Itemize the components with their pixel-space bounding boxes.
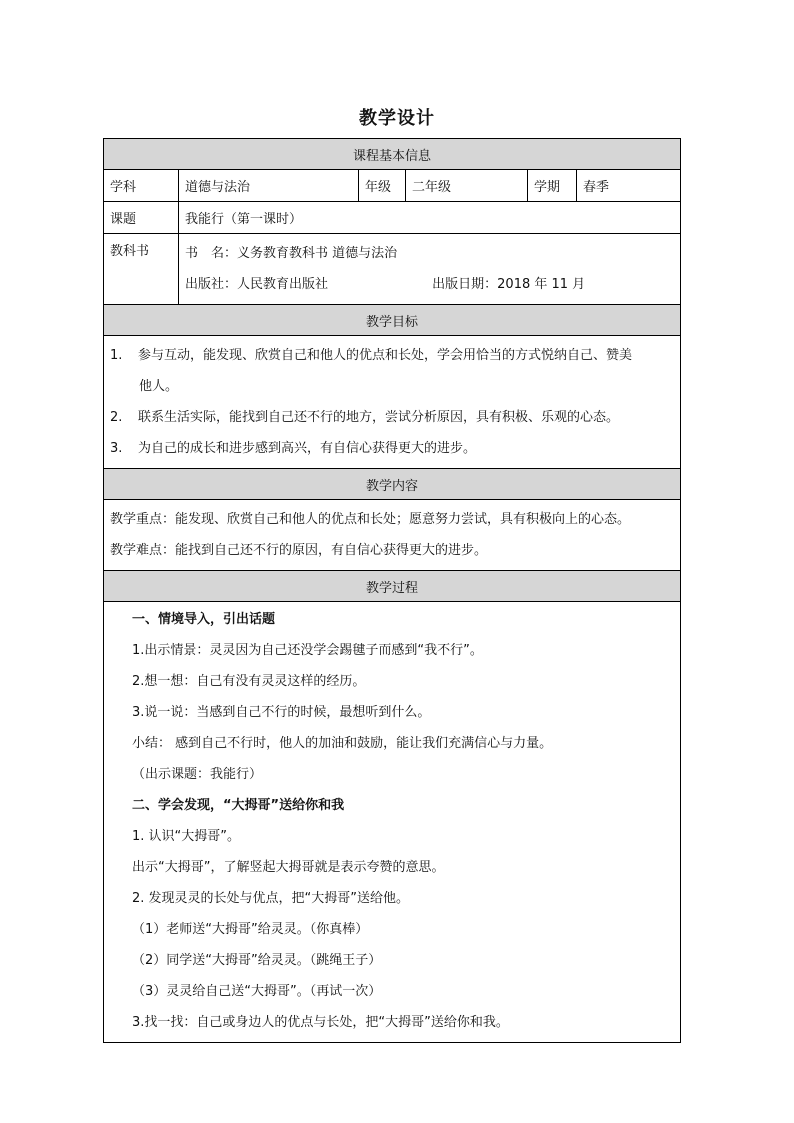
goal-item-continued: 他人。 xyxy=(139,379,179,394)
lesson-plan-table xyxy=(103,138,681,1043)
term-value: 春季 xyxy=(577,170,681,202)
section-header-process: 教学过程 xyxy=(104,571,681,602)
publisher: 出版社：人民教育出版社 xyxy=(185,277,329,292)
goals-list xyxy=(104,336,681,469)
process-step: 1. 认识“大拇哥”。 xyxy=(132,829,241,844)
process-heading: 一、情境导入，引出话题 xyxy=(132,612,276,627)
process-step: 2.想一想：自己有没有灵灵这样的经历。 xyxy=(132,674,366,689)
term-label: 学期 xyxy=(528,170,577,202)
grade-label: 年级 xyxy=(359,170,406,202)
section-header-basic-info: 课程基本信息 xyxy=(104,139,681,170)
process-substep: （2）同学送“大拇哥”给灵灵。（跳绳王子） xyxy=(132,953,382,968)
topic-label: 课题 xyxy=(104,202,179,234)
process-step: 3.说一说：当感到自己不行的时候，最想听到什么。 xyxy=(132,705,431,720)
process-step: 2. 发现灵灵的长处与优点，把“大拇哥”送给他。 xyxy=(132,891,410,906)
topic-value: 我能行（第一课时） xyxy=(179,202,681,234)
book-name: 书 名：义务教育教科书 道德与法治 xyxy=(185,246,398,261)
content-block xyxy=(104,500,681,571)
document-title: 教学设计 xyxy=(359,108,435,129)
process-heading: 二、学会发现，“大拇哥”送给你和我 xyxy=(132,798,345,813)
publisher-line xyxy=(185,269,674,300)
textbook-info xyxy=(179,234,681,305)
process-summary: 小结： 感到自己不行时，他人的加油和鼓励，能让我们充满信心与力量。 xyxy=(132,736,553,751)
textbook-label: 教科书 xyxy=(104,234,179,305)
section-header-content: 教学内容 xyxy=(104,469,681,500)
goal-item: 3. 为自己的成长和进步感到高兴，有自信心获得更大的进步。 xyxy=(110,441,477,456)
section-header-goals: 教学目标 xyxy=(104,305,681,336)
process-block xyxy=(104,602,681,1043)
goal-item: 1. 参与互动，能发现、欣赏自己和他人的优点和长处，学会用恰当的方式悦纳自己、赞美 xyxy=(110,348,633,363)
difficulties: 教学难点：能找到自己还不行的原因，有自信心获得更大的进步。 xyxy=(110,543,488,558)
process-substep: （3）灵灵给自己送“大拇哥”。（再试一次） xyxy=(132,984,382,999)
process-step: 出示“大拇哥”，了解竖起大拇哥就是表示夸赞的意思。 xyxy=(132,860,445,875)
publish-date: 出版日期：2018 年 11 月 xyxy=(432,277,586,292)
goal-item: 2. 联系生活实际，能找到自己还不行的地方，尝试分析原因，具有积极、乐观的心态。 xyxy=(110,410,620,425)
process-step: 1.出示情景：灵灵因为自己还没学会踢毽子而感到“我不行”。 xyxy=(132,643,483,658)
grade-value: 二年级 xyxy=(406,170,528,202)
process-step: 3.找一找：自己或身边人的优点与长处，把“大拇哥”送给你和我。 xyxy=(132,1015,509,1030)
subject-label: 学科 xyxy=(104,170,179,202)
key-points: 教学重点：能发现、欣赏自己和他人的优点和长处；愿意努力尝试，具有积极向上的心态。 xyxy=(110,512,631,527)
process-substep: （1）老师送“大拇哥”给灵灵。（你真棒） xyxy=(132,922,369,937)
process-step: （出示课题：我能行） xyxy=(132,767,263,782)
subject-value: 道德与法治 xyxy=(179,170,359,202)
